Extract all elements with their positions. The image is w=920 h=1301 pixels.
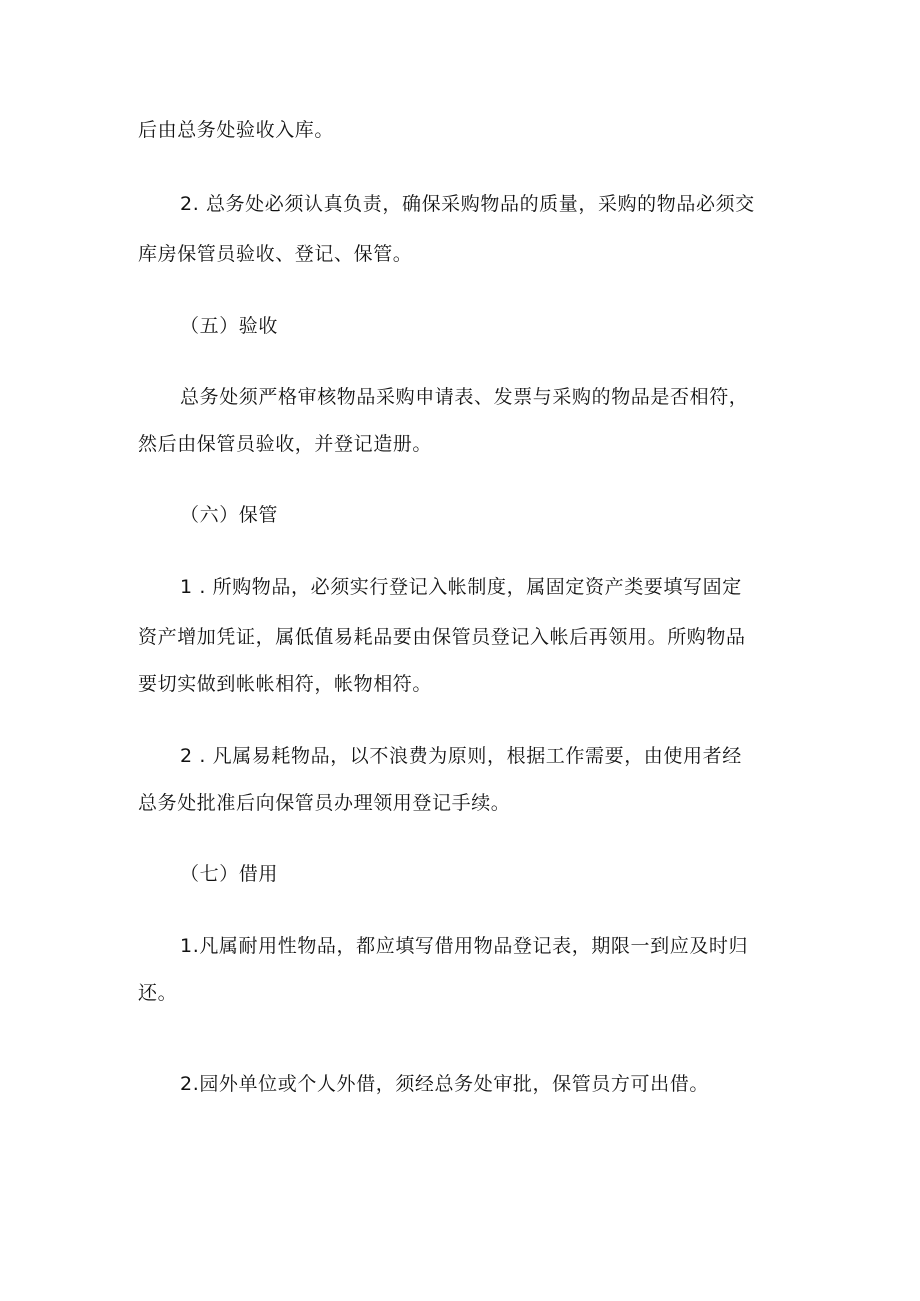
paragraph-line: 2. 总务处必须认真负责，确保采购物品的质量，采购的物品必须交 [180,193,755,215]
paragraph-line: 1.凡属耐用性物品，都应填写借用物品登记表，期限一到应及时归 [180,935,749,957]
paragraph-line: 总务处须严格审核物品采购申请表、发票与采购的物品是否相符， [180,386,749,408]
paragraph-line: 1 . 所购物品，必须实行登记入帐制度，属固定资产类要填写固定 [180,576,742,598]
paragraph-line: 总务处批准后向保管员办理领用登记手续。 [138,792,511,814]
paragraph-line: 后由总务处验收入库。 [138,119,335,141]
paragraph-line: 还。 [138,982,178,1004]
paragraph-line: 要切实做到帐帐相符，帐物相符。 [138,673,433,695]
paragraph-line: 然后由保管员验收，并登记造册。 [138,433,433,455]
paragraph-line: 库房保管员验收、登记、保管。 [138,243,413,265]
section-heading: （七）借用 [180,863,279,885]
paragraph-line: 2.园外单位或个人外借，须经总务处审批，保管员方可出借。 [180,1073,709,1095]
paragraph-line: 资产增加凭证，属低值易耗品要由保管员登记入帐后再领用。所购物品 [138,626,746,648]
section-heading: （六）保管 [180,504,279,526]
section-heading: （五）验收 [180,315,279,337]
paragraph-line: 2 . 凡属易耗物品，以不浪费为原则，根据工作需要，由使用者经 [180,745,742,767]
